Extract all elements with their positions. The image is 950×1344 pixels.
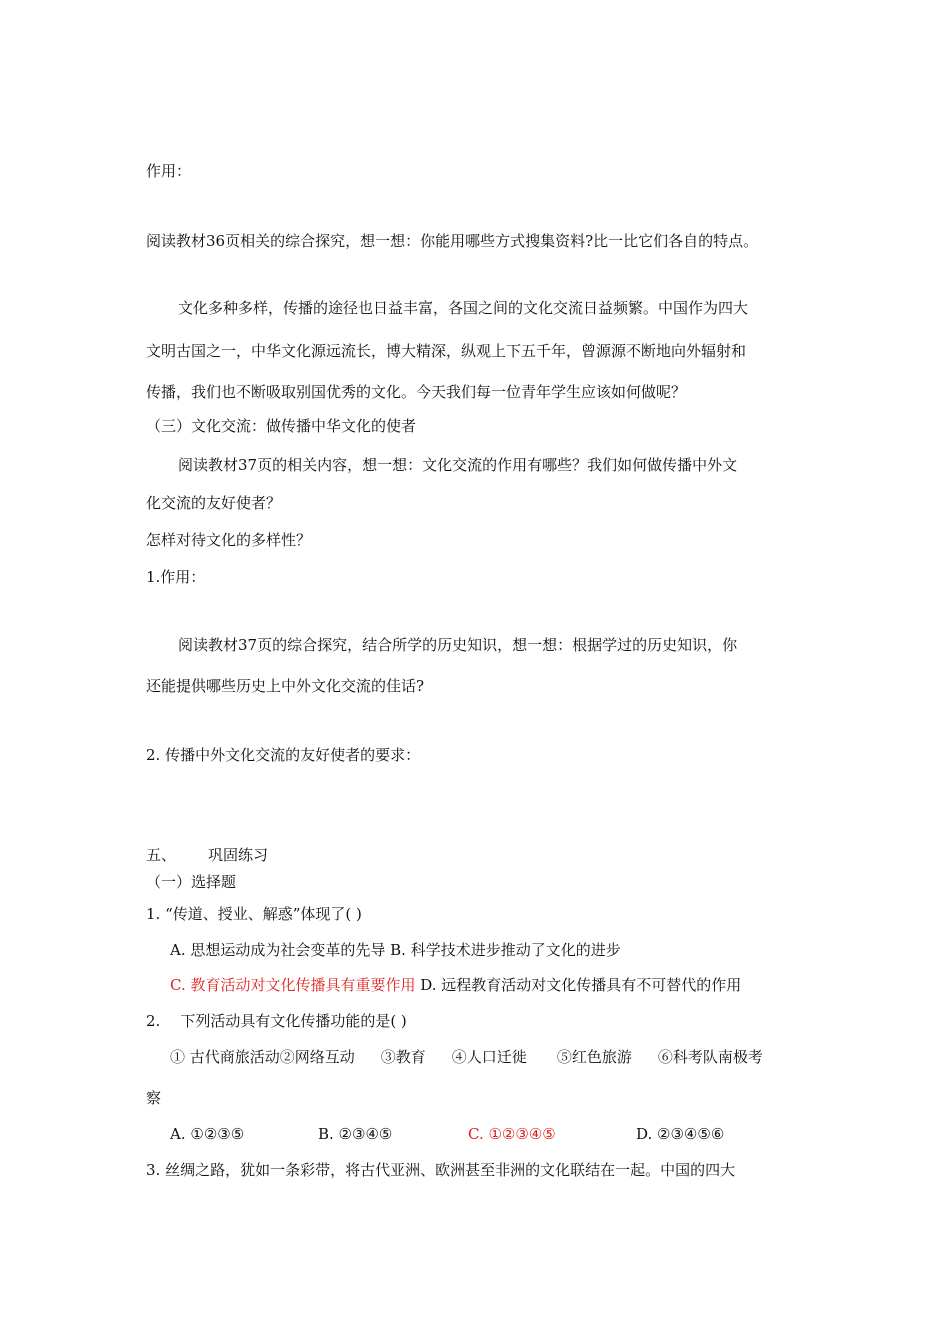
option-c-answer: C. 教育活动对文化传播具有重要作用 [170, 976, 416, 994]
question-3-stem: 3. 丝绸之路，犹如一条彩带，将古代亚洲、欧洲甚至非洲的文化联结在一起。中国的四大 [146, 1161, 736, 1179]
paragraph-line: 阅读教材37页的综合探究，结合所学的历史知识，想一想：根据学过的历史知识，你 [178, 636, 738, 654]
option-a: A. ①②③⑤ [170, 1125, 245, 1143]
exercise-heading-text: 巩固练习 [208, 846, 269, 864]
item-group-b: ③教育 [380, 1048, 426, 1066]
option-d: D. ②③④⑤⑥ [636, 1125, 725, 1143]
question-2-items-tail: 察 [146, 1089, 162, 1107]
item-group-a: ① 古代商旅活动②网络互动 [170, 1048, 355, 1066]
option-b: B. 科学技术进步推动了文化的进步 [390, 941, 621, 959]
read-36-prompt: 阅读教材36页相关的综合探究，想一想：你能用哪些方式搜集资料?比一比它们各自的特点。 [146, 232, 759, 250]
question-1-options-ab [170, 940, 621, 960]
item-group-e: ⑥科考队南极考 [657, 1048, 763, 1066]
diversity-question: 怎样对待文化的多样性？ [146, 531, 312, 549]
exercise-heading [146, 845, 268, 865]
question-2-stem [146, 1011, 407, 1031]
paragraph-line: 传播，我们也不断吸取别国优秀的文化。今天我们每一位青年学生应该如何做呢？ [146, 383, 687, 401]
exercise-heading-number: 五、 [146, 846, 177, 864]
paragraph-line: 文化多种多样，传播的途径也日益丰富，各国之间的文化交流日益频繁。中国作为四大 [178, 299, 749, 317]
question-2-items [170, 1047, 763, 1067]
question-2-number: 2. [146, 1012, 161, 1030]
item-2-label: 2. 传播中外文化交流的友好使者的要求： [146, 746, 421, 764]
option-b: B. ②③④⑤ [318, 1125, 393, 1143]
item-group-c: ④人口迁徙 [451, 1048, 527, 1066]
zuoyong-label: 作用： [146, 162, 192, 180]
subsection-heading: （一）选择题 [146, 873, 237, 891]
paragraph-line: 还能提供哪些历史上中外文化交流的佳话? [146, 677, 425, 695]
item-1-label: 1.作用： [146, 568, 206, 586]
question-2-text: 下列活动具有文化传播功能的是( ) [180, 1012, 407, 1030]
item-group-d: ⑤红色旅游 [556, 1048, 632, 1066]
section-heading: （三）文化交流：做传播中华文化的使者 [146, 417, 417, 435]
option-d: D. 远程教育活动对文化传播具有不可替代的作用 [420, 976, 742, 994]
paragraph-line: 化交流的友好使者？ [146, 494, 282, 512]
paragraph-line: 文明古国之一，中华文化源远流长，博大精深，纵观上下五千年，曾源源不断地向外辐射和 [146, 342, 747, 360]
option-a: A. 思想运动成为社会变革的先导 [170, 941, 386, 959]
question-1-stem: 1. “传道、授业、解惑”体现了( ) [146, 905, 362, 923]
paragraph-line: 阅读教材37页的相关内容，想一想：文化交流的作用有哪些？我们如何做传播中外文 [178, 456, 738, 474]
option-c-answer: C. ①②③④⑤ [468, 1125, 556, 1143]
question-1-options-cd [170, 975, 741, 995]
